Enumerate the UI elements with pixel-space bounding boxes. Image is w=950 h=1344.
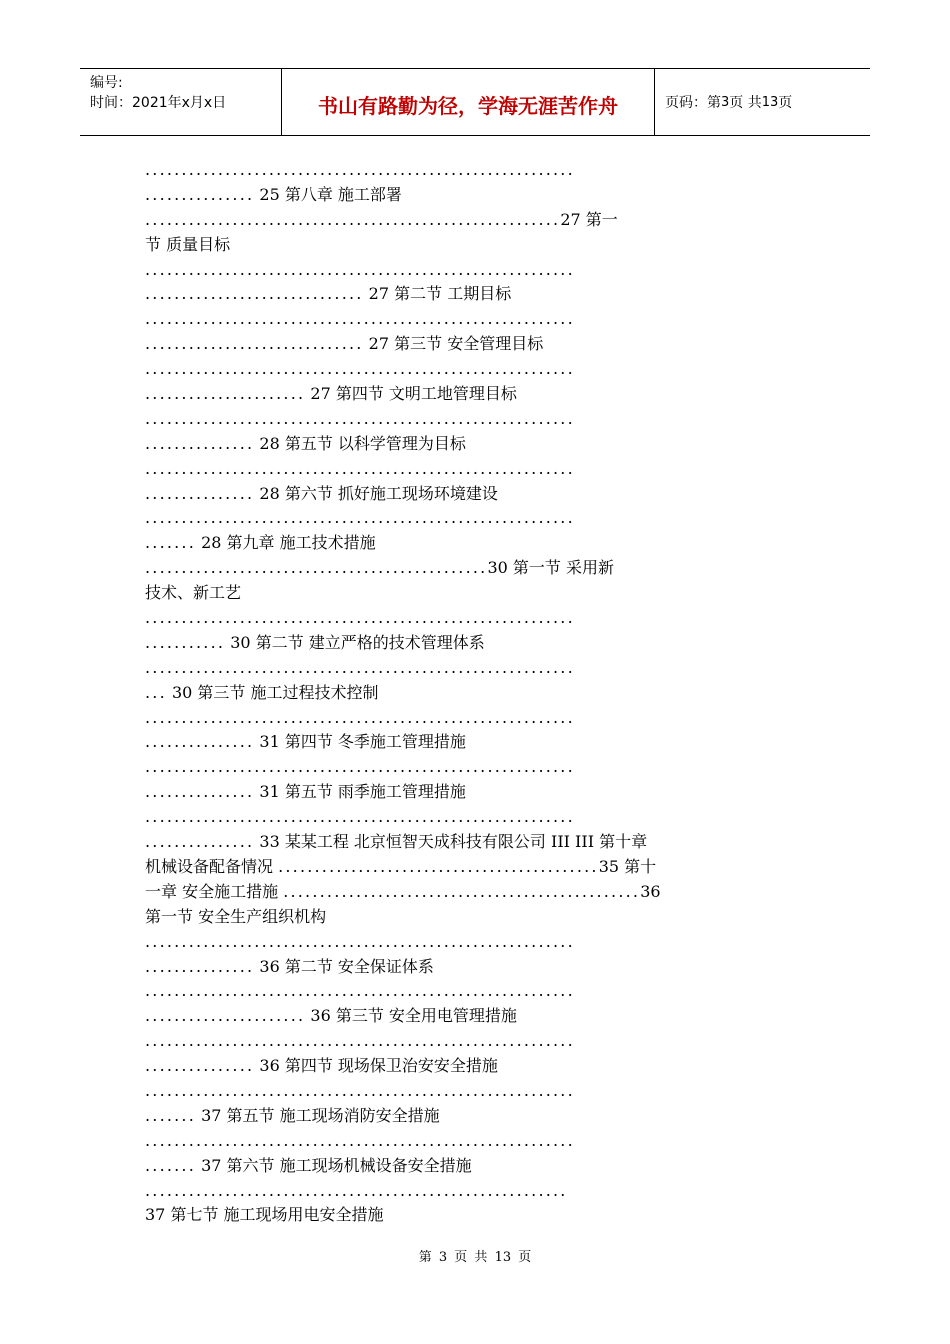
toc-line: ........................................................... [145, 657, 575, 677]
toc-line: ........................................................... [145, 1130, 575, 1150]
toc-line: ........... 30 第二节 建立严格的技术管理体系 [145, 632, 485, 652]
toc-line: 技术、新工艺 [145, 583, 242, 603]
toc-line: ............... 28 第六节 抓好施工现场环境建设 [145, 483, 498, 503]
page-footer [0, 1246, 950, 1265]
footer-prefix: 第 [418, 1250, 432, 1265]
toc-line: ............... 33 某某工程 北京恒智天成科技有限公司 III III 第十章 [145, 832, 648, 852]
toc-line: 机械设备配备情况 ............................................35 第十 [145, 856, 657, 876]
footer-total: 13 [494, 1250, 512, 1265]
footer-current: 3 [438, 1250, 448, 1265]
toc-line: ....... 37 第六节 施工现场机械设备安全措施 [145, 1155, 472, 1175]
toc-line: ............... 31 第四节 冬季施工管理措施 [145, 732, 466, 752]
toc-line: ........................................................... [145, 508, 575, 528]
footer-suffix: 页 [518, 1250, 532, 1265]
toc-line: ........................................................... [145, 1080, 575, 1100]
document-number-label: 编号: [90, 75, 123, 91]
header-meta [80, 69, 282, 135]
toc-line: .............................. 27 第二节 工期目标 [145, 284, 512, 304]
toc-line: ........................................................... [145, 1031, 575, 1051]
toc-line: 节 质量目标 [145, 234, 231, 254]
page-mid: 页 共 [729, 95, 762, 111]
toc-line: ............... 25 第八章 施工部署 [145, 184, 402, 204]
footer-mid: 页 共 [454, 1250, 488, 1265]
toc-line: ........................................................... [145, 807, 575, 827]
toc-line: 第一节 安全生产组织机构 [145, 906, 327, 926]
toc-line: .............................. 27 第三节 安全管理目标 [145, 334, 544, 354]
toc-line: 一章 安全施工措施 .................................................36 [145, 881, 661, 901]
toc-line: ........................................................... [145, 408, 575, 428]
toc-line: ............... 36 第四节 现场保卫治安安全措施 [145, 1056, 498, 1076]
toc-line: ....... 37 第五节 施工现场消防安全措施 [145, 1105, 440, 1125]
toc-line: ........................................................... [145, 359, 575, 379]
header-page-info [655, 69, 870, 135]
toc-line: ...................... 36 第三节 安全用电管理措施 [145, 1006, 517, 1026]
page-prefix: 页码：第 [665, 95, 721, 111]
toc-line: ...................... 27 第四节 文明工地管理目标 [145, 384, 517, 404]
toc-line: ........................................................... [145, 931, 575, 951]
toc-line: ............... 31 第五节 雨季施工管理措施 [145, 782, 466, 802]
toc-line: ........................................................... [145, 309, 575, 329]
toc-line: ...............................................30 第一节 采用新 [145, 558, 614, 578]
toc-line: .......................................................... [145, 1180, 568, 1200]
toc-line: ........................................................... [145, 981, 575, 1001]
toc-line: ........................................................... [145, 757, 575, 777]
toc-line: ........................................................... [145, 707, 575, 727]
page-current: 3 [721, 94, 730, 110]
toc-line: ........................................................... [145, 160, 575, 179]
toc-line: ....... 28 第九章 施工技术措施 [145, 533, 376, 553]
toc-line: ........................................................... [145, 458, 575, 478]
document-time: 时间：2021年x月x日 [90, 95, 227, 111]
page-total: 13 [761, 94, 779, 110]
toc-line: ... 30 第三节 施工过程技术控制 [145, 682, 379, 702]
table-of-contents [145, 158, 805, 1228]
page-header [80, 68, 870, 136]
page-suffix: 页 [778, 95, 793, 111]
toc-line: ............... 28 第五节 以科学管理为目标 [145, 433, 466, 453]
toc-line: ........................................................... [145, 259, 575, 279]
header-motto: 书山有路勤为径，学海无涯苦作舟 [282, 69, 655, 135]
toc-line: ........................................................... [145, 608, 575, 628]
toc-line: 37 第七节 施工现场用电安全措施 [145, 1205, 384, 1225]
toc-line: .........................................................27 第一 [145, 209, 618, 229]
toc-line: ............... 36 第二节 安全保证体系 [145, 956, 434, 976]
